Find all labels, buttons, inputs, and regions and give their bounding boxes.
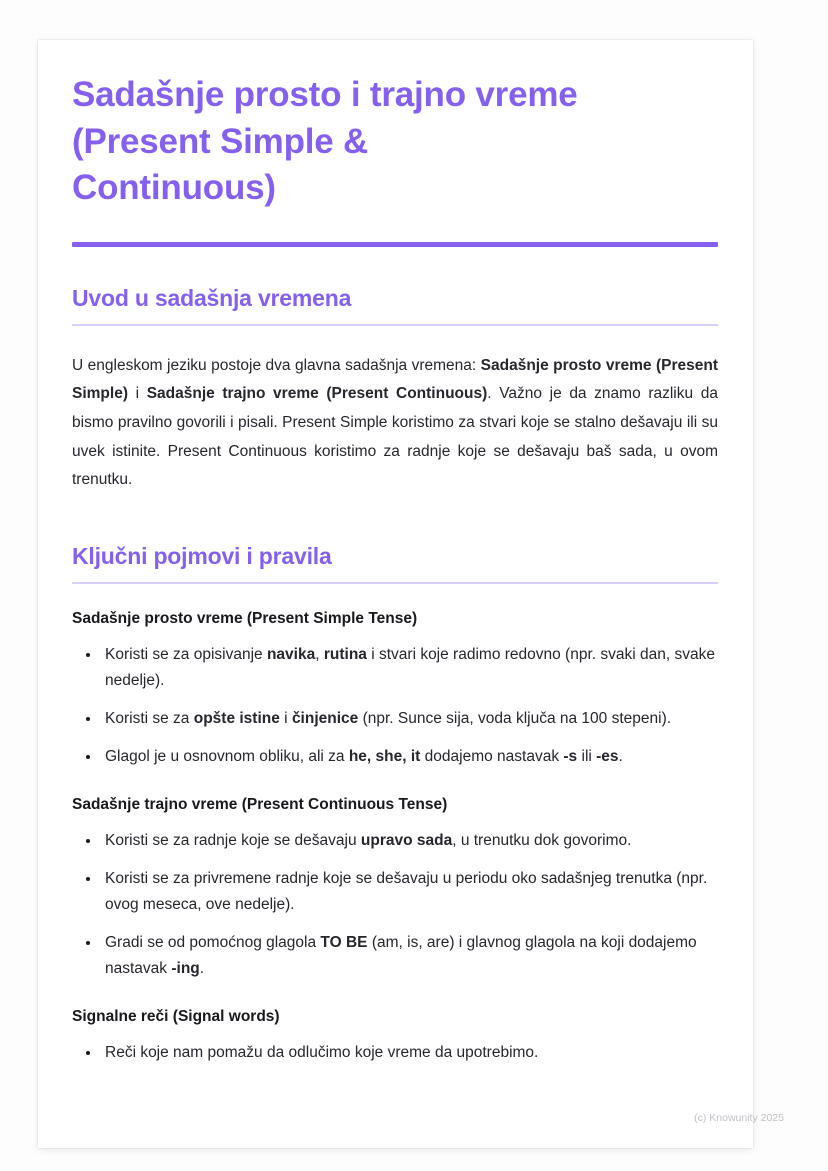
- page-title: [72, 72, 718, 212]
- list-item: • Koristi se za radnje koje se dešavaju upravo sada, u trenutku dok govorimo.: [101, 828, 718, 854]
- section-heading-concepts: Ključni pojmovi i pravila: [72, 543, 718, 584]
- subheading-present-continuous: Sadašnje trajno vreme (Present Continuous Tense): [72, 796, 448, 814]
- title-line: Continuous): [72, 168, 276, 208]
- list-item: • Glagol je u osnovnom obliku, ali za he, she, it dodajemo nastavak -s ili -es.: [101, 744, 718, 770]
- list-present-continuous: [72, 828, 718, 982]
- subheading-present-simple: Sadašnje prosto vreme (Present Simple Tense): [72, 610, 418, 627]
- list-item: • Koristi se za opisivanje navika, rutina i stvari koje radimo redovno (npr. svaki dan, svake nedelje).: [101, 642, 718, 694]
- list-item: • Koristi se za opšte istine i činjenice (npr. Sunce sija, voda ključa na 100 stepeni).: [101, 706, 718, 732]
- title-line: Sadašnje prosto i trajno vreme: [72, 75, 578, 114]
- intro-paragraph: U engleskom jeziku postoje dva glavna sadašnja vremena: Sadašnje prosto vreme (Present Simple) i Sadašnje trajno vreme (Present Continuous). Važno je da znamo razliku da bismo pravilno govorili i pisali. Present Simple koristimo za stvari koje se stalno dešavaju ili su uvek istinite. Present Continuous koristimo za radnje koje se dešavaju baš sada, u ovom trenutku.: [72, 356, 718, 489]
- section-intro: [72, 285, 718, 495]
- subheading-signal-words: Signalne reči (Signal words): [72, 1008, 280, 1026]
- document-page: [38, 40, 753, 1148]
- watermark: (c) Knowunity 2025: [694, 1112, 784, 1124]
- title-line: (Present Simple &: [72, 121, 369, 161]
- list-present-simple: [72, 642, 718, 770]
- list-signal-words: [72, 1040, 718, 1066]
- section-heading-intro: Uvod u sadašnja vremena: [72, 285, 718, 326]
- title-divider: [72, 242, 718, 247]
- list-item: • Gradi se od pomoćnog glagola TO BE (am, is, are) i glavnog glagola na koji dodajemo nastavak -ing.: [101, 930, 718, 982]
- list-item: • Reči koje nam pomažu da odlučimo koje vreme da upotrebimo.: [101, 1040, 718, 1066]
- section-concepts: [72, 543, 718, 1066]
- list-item: • Koristi se za privremene radnje koje se dešavaju u periodu oko sadašnjeg trenutka (npr. ovog meseca, ove nedelje).: [101, 866, 718, 918]
